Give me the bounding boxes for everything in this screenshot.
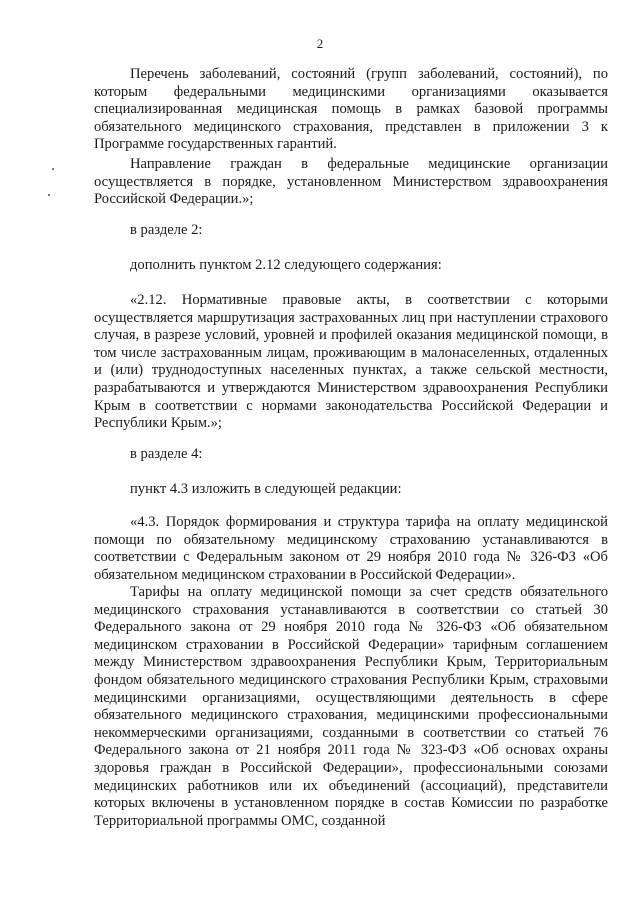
paragraph-text: Тарифы на оплату медицинской помощи за счет средств обязательного медицинского страхования устанавливаются в соответствии со статьей 30 Федерального закона от 29 ноября 2010 года № 326-ФЗ «Об обязательном медицинском страховании в Российской Федерации» тарифным соглашением между Министерством здравоохранения Республики Крым, Территориальным фондом обязательного медицинского страхования Республики Крым, страховыми медицинскими организациями, осуществляющими деятельность в сфере обязательного медицинского страхования, медицинскими профессиональными некоммерческими организациями, созданными в соответствии со статьей 76 Федерального закона от 21 ноября 2011 года № 323-ФЗ «Об основах охраны здоровья граждан в Российской Федерации», профессиональными союзами медицинских работников или их объединений (ассоциаций), представители которых включены в установленном порядке в состав Комиссии по разработке Территориальной программы ОМС, созданной bbox=[94, 584, 608, 829]
paragraph-clause-2-12-text bbox=[94, 292, 608, 433]
paragraph-text: Перечень заболеваний, состояний (групп заболеваний, состояний), по которым федеральными медицинскими организациями оказывается специализированная медицинская помощь в рамках базовой программы обязательного медицинского страхования, представлен в приложении 3 к Программе государственных гарантий. bbox=[94, 66, 608, 153]
paragraph-clause-4-3-text bbox=[94, 514, 608, 584]
paragraph-text: Направление граждан в федеральные медицинские организации осуществляется в порядке, установленном Министерством здравоохранения Российской Федерации.»; bbox=[94, 156, 608, 208]
page-number: 2 bbox=[316, 36, 324, 51]
paragraph-referral-procedure bbox=[94, 156, 608, 209]
scan-speck bbox=[48, 194, 50, 196]
paragraph-section-4-heading bbox=[94, 446, 608, 464]
paragraph-federal-organizations-list bbox=[94, 66, 608, 154]
paragraph-section-2-heading bbox=[94, 222, 608, 240]
paragraph-text: «4.3. Порядок формирования и структура тарифа на оплату медицинской помощи по обязательному медицинскому страхованию устанавливаются в соответствии с Федеральным законом от 29 ноября 2010 года № 326-ФЗ «Об обязательном медицинском страховании в Российской Федерации». bbox=[94, 514, 608, 583]
paragraph-add-clause-2-12 bbox=[94, 257, 608, 275]
paragraph-text: дополнить пунктом 2.12 следующего содержания: bbox=[130, 257, 442, 273]
paragraph-clause-4-3-instruction bbox=[94, 481, 608, 499]
scan-speck bbox=[52, 168, 54, 170]
paragraph-text: «2.12. Нормативные правовые акты, в соответствии с которыми осуществляется маршрутизация застрахованных лиц при наступлении страхового случая, в разрезе условий, уровней и профилей оказания медицинской помощи, в том числе застрахованным лицам, проживающим в малонаселенных, отдаленных и (или) труднодоступных населенных пунктах, а также сельской местности, разрабатываются и утверждаются Министерством здравоохранения Республики Крым в соответствии с нормами законодательства Российской Федерации и Республики Крым.»; bbox=[94, 292, 608, 432]
paragraph-text: пункт 4.3 изложить в следующей редакции: bbox=[130, 481, 402, 497]
paragraph-tariffs bbox=[94, 584, 608, 830]
paragraph-text: в разделе 4: bbox=[130, 446, 203, 462]
paragraph-text: в разделе 2: bbox=[130, 222, 203, 238]
